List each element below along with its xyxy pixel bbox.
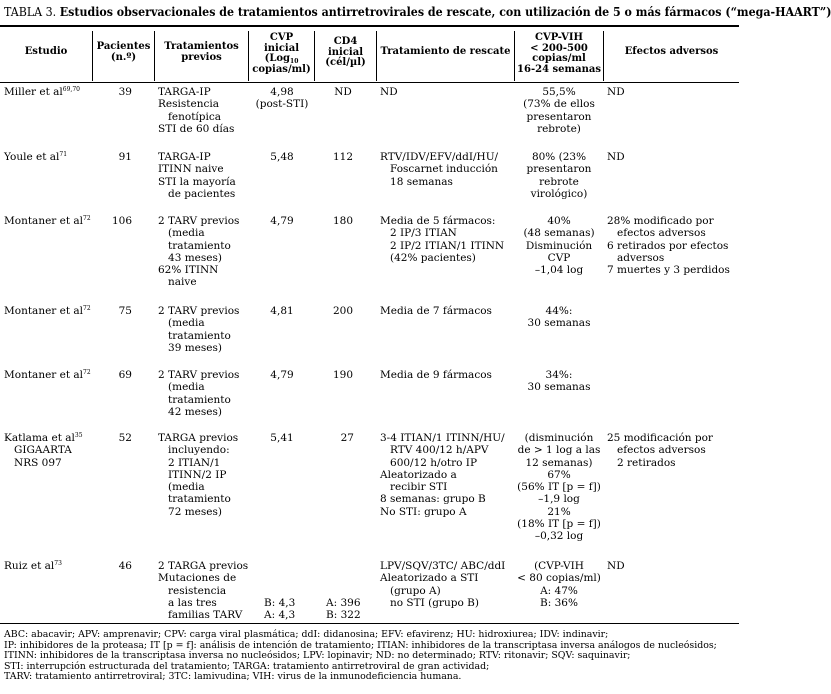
estudio-name: Ruiz et al [4, 560, 55, 572]
cell-vih: 44%: 30 semanas [527, 305, 591, 330]
header-cvp-inicial [249, 33, 314, 75]
cell-previos: 2 TARV previos (media tratamiento 42 meses) [158, 369, 240, 418]
header-cd4-line: CD4 [333, 36, 358, 47]
cell-cvp: B: 4,3 A: 4,3 [264, 597, 296, 622]
cell-pacientes: 69 [118, 369, 132, 381]
cell-pacientes: 46 [118, 560, 132, 572]
header-pacientes-line: Pacientes [96, 41, 151, 52]
header-tratamientos-line: Tratamientos [164, 41, 239, 52]
cell-estudio [4, 151, 67, 163]
cell-cd4: 190 [332, 369, 354, 381]
header-cvp-line: inicial [263, 42, 300, 54]
estudio-ref: 71 [59, 151, 68, 158]
cell-cvp: 4,79 [270, 369, 294, 381]
header-cvp-line: CVP [269, 32, 294, 43]
cell-rescate: LPV/SQV/3TC/ ABC/ddI Aleatorizado a STI (grupo A) no STI (grupo B) [380, 560, 506, 609]
header-cvpvih-line: < 200-500 [530, 42, 588, 54]
cell-efectos: 25 modificación por efectos adversos 2 retirados [607, 432, 713, 469]
estudio-name: Miller et al [4, 86, 63, 98]
estudio-ref: 73 [54, 560, 62, 567]
caption-label: TABLA 3. [4, 5, 57, 19]
estudio-ref: 35 [74, 432, 83, 439]
cell-estudio [4, 86, 80, 98]
estudio-name: Montaner et al [4, 305, 84, 317]
cell-vih: (CVP-VIH < 80 copias/ml) A: 47% B: 36% [517, 560, 601, 609]
cell-vih: 40% (48 semanas) Disminución CVP –1,04 log [523, 215, 595, 277]
caption-title: Estudios observacionales de tratamientos antirretrovirales de rescate, con utilización de 5 o más fármacos (“mega-HAART”) [59, 5, 831, 19]
estudio-name: Montaner et al [4, 215, 84, 227]
cell-cvp: 5,41 [270, 432, 294, 444]
cell-efectos: 28% modificado por efectos adversos 6 retirados por efectos adversos 7 muertes y 3 perdidos [607, 215, 730, 277]
cell-cd4: A: 396 B: 322 [326, 597, 361, 622]
header-cd4-line: inicial [327, 46, 364, 58]
cell-rescate: Media de 7 fármacos [380, 305, 492, 317]
cell-efectos: ND [607, 560, 625, 572]
cell-cvp: 4,81 [270, 305, 294, 317]
cell-estudio [4, 369, 91, 381]
header-cvp-log-line [249, 54, 314, 65]
cell-vih: 34%: 30 semanas [527, 369, 591, 394]
header-pacientes-line: (n.º) [110, 51, 137, 63]
cell-cvp: 4,98 (post-STI) [255, 86, 309, 111]
estudio-ref: 72 [83, 369, 91, 376]
estudio-name: Montaner et al [4, 369, 84, 381]
cell-vih: 55,5% (73% de ellos presentaron rebrote) [523, 86, 595, 135]
estudio-name: Youle et al [4, 151, 60, 163]
cell-previos: TARGA-IP Resistencia fenotípica STI de 60 días [158, 86, 235, 135]
header-rule [0, 82, 739, 83]
cell-previos: 2 TARGA previos Mutaciones de resistencia a las tres familias TARV [158, 560, 249, 622]
header-tratamiento-rescate [377, 47, 514, 58]
cell-previos: 2 TARV previos (media tratamiento 39 meses) [158, 305, 240, 354]
cell-rescate: RTV/IDV/EFV/ddI/HU/ Foscarnet inducción 18 semanas [380, 151, 499, 188]
cell-rescate: Media de 9 fármacos [380, 369, 492, 381]
table-caption [4, 5, 831, 20]
cell-vih: (disminución de > 1 log a las 12 semanas) 67% (56% IT [p = f]) –1,9 log 21% (18% IT [p = f]) –0,32 log [517, 432, 601, 543]
header-cd4-line: (cél/µl) [325, 57, 366, 68]
estudio-ref: 72 [83, 215, 91, 222]
estudio-name: Katlama et al [4, 432, 75, 444]
cell-pacientes: 52 [118, 432, 132, 444]
cell-cd4: ND [334, 86, 352, 98]
cell-cd4: 27 [340, 432, 354, 444]
header-cvpvih-line: 16-24 semanas [517, 63, 601, 75]
cell-efectos: ND [607, 151, 625, 163]
top-rule [0, 25, 739, 27]
header-cvp-log: (Log [264, 53, 291, 64]
cell-previos: 2 TARV previos (media tratamiento 43 meses) 62% ITINN naive [158, 215, 240, 289]
cell-pacientes: 106 [111, 215, 132, 227]
cell-efectos: ND [607, 86, 625, 98]
cell-estudio [4, 215, 91, 227]
header-cvp-line: copias/ml) [252, 63, 311, 75]
bottom-rule [0, 623, 739, 624]
estudio-ref: 69,70 [62, 86, 80, 93]
header-cvp-vih [515, 33, 603, 75]
cell-rescate: ND [380, 86, 398, 98]
cell-estudio [4, 560, 62, 572]
header-tratamientos-previos [155, 42, 248, 63]
cell-pacientes: 75 [118, 305, 132, 317]
estudio-ref: 72 [83, 305, 91, 312]
cell-cvp: 4,79 [270, 215, 294, 227]
estudio-extra: GIGAARTA NRS 097 [14, 444, 72, 469]
header-tratamientos-line: previos [181, 51, 222, 63]
cell-pacientes: 39 [118, 86, 132, 98]
cell-pacientes: 91 [118, 151, 132, 163]
cell-previos: TARGA-IP ITINN naive STI la mayoría de pacientes [158, 151, 236, 200]
header-cvpvih-line: copias/ml [532, 53, 586, 64]
cell-rescate: 3-4 ITIAN/1 ITINN/HU/ RTV 400/12 h/APV 600/12 h/otro IP Aleatorizado a recibir STI 8 semanas: grupo B No STI: grupo A [380, 432, 505, 518]
header-rescate-text: Tratamiento de rescate [380, 46, 511, 57]
cell-cd4: 200 [332, 305, 354, 317]
cell-cd4: 180 [332, 215, 354, 227]
header-estudio-text: Estudio [24, 46, 68, 57]
header-cvpvih-line: CVP-VIH [535, 32, 583, 43]
cell-estudio [4, 305, 91, 317]
header-estudio [0, 47, 92, 58]
header-efectos-adversos [604, 47, 739, 58]
cell-estudio [4, 432, 83, 469]
header-cd4-inicial [315, 37, 376, 69]
cell-vih: 80% (23% presentaron rebrote virológico) [526, 151, 592, 200]
cell-rescate: Media de 5 fármacos: 2 IP/3 ITIAN 2 IP/2 ITIAN/1 ITINN (42% pacientes) [380, 215, 505, 264]
cell-previos: TARGA previos incluyendo: 2 ITIAN/1 ITINN/2 IP (media tratamiento 72 meses) [158, 432, 239, 518]
header-pacientes [93, 42, 154, 63]
header-efectos-text: Efectos adversos [624, 46, 719, 57]
cell-cd4: 112 [332, 151, 354, 163]
header-cvp-log-sub: 10 [290, 58, 299, 65]
table-footnote: ABC: abacavir; APV: amprenavir; CPV: carga viral plasmática; ddI: didanosina; EFV: efavirenz; HU: hidroxiurea; IDV: indinavir; IP: inhibidores de la proteasa; IT [p = f]: análisis de intención de tratamiento; ITIAN: inhibidores de la transcriptasa inversa análogos de nucleósidos; ITINN: inhibidores de la transcriptasa inversa no nucleósidos; LPV: lopinavir; ND: no determinado; RTV: ritonavir; SQV: saquinavir; STI: interrupción estructurada del tratamiento; TARGA: tratamiento antirretroviral de gran actividad; TARV: tratamiento antirretroviral; 3TC: lamivudina; VIH: virus de la inmunodeficiencia humana. [4, 629, 717, 683]
cell-cvp: 5,48 [270, 151, 294, 163]
